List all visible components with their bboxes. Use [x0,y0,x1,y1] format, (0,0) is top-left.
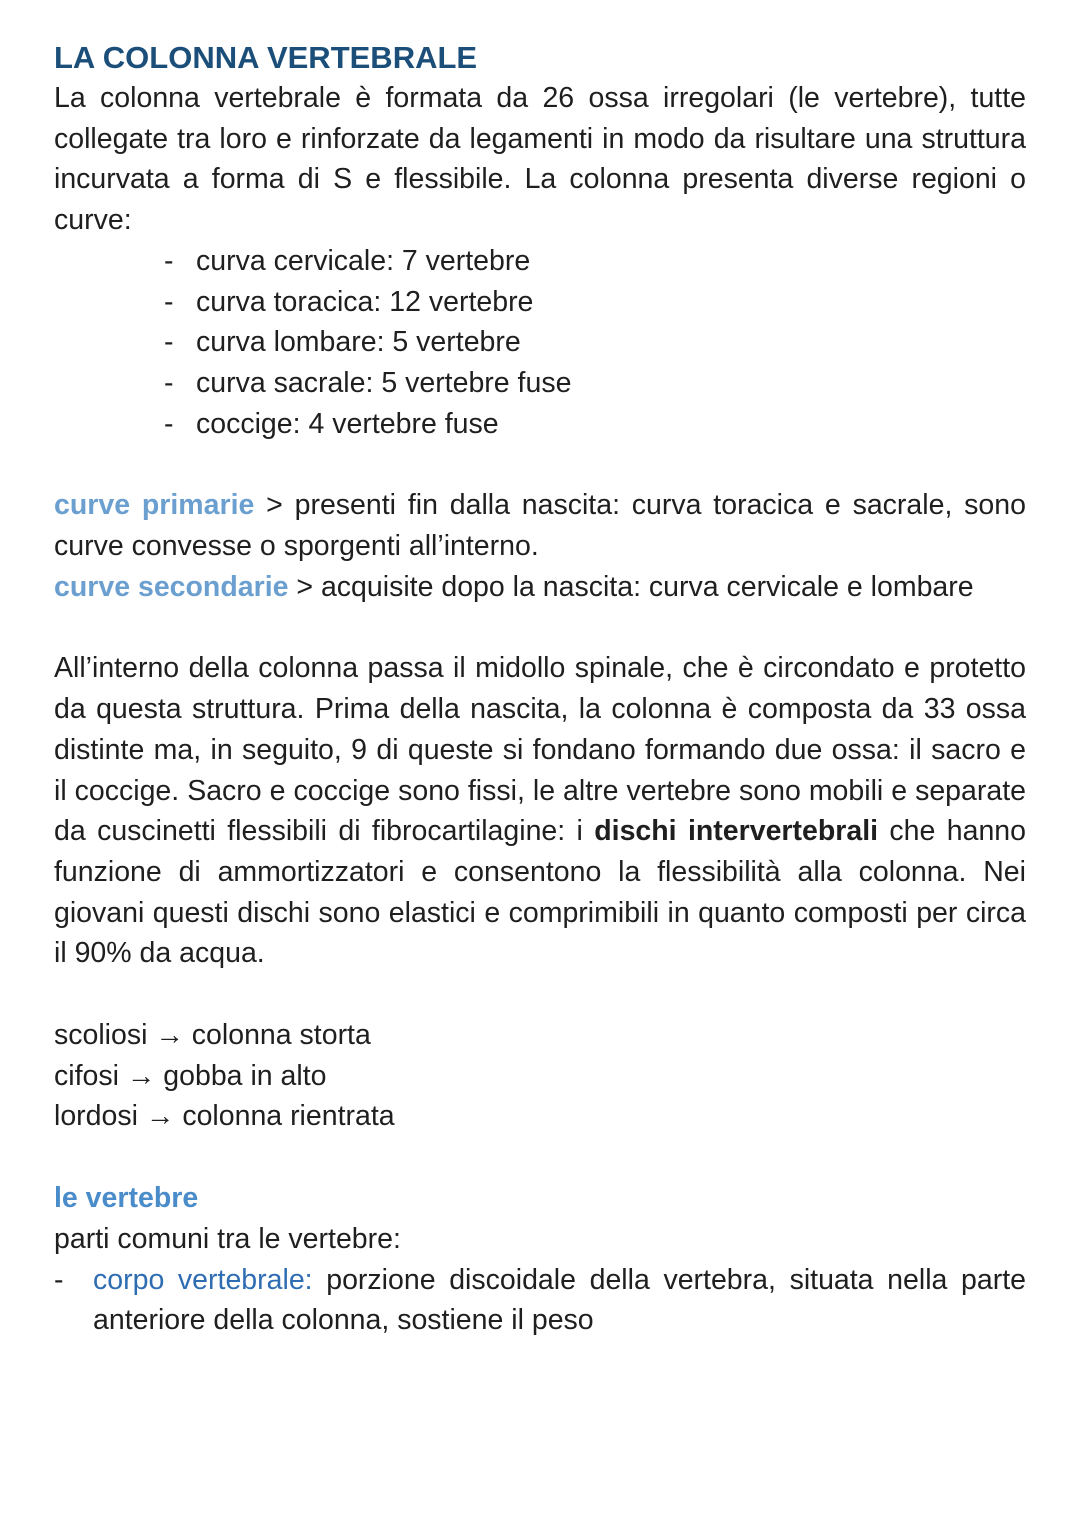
spinal-cord-text-after: che hanno funzione di ammortizzatori e consentono la flessibilità alla colonna. Nei giovani questi dischi sono elastici e comprimibili in quanto composti per circa il 90% da acqua. [54,815,1026,970]
condition-row [54,1096,1026,1137]
list-item [164,363,1026,404]
list-item [164,241,1026,282]
condition-row [54,1056,1026,1097]
condition-meaning: colonna rientrata [182,1100,395,1133]
spacer [54,444,1026,485]
arrow-icon: → [126,1059,156,1092]
list-item [164,282,1026,323]
list-item [164,404,1026,445]
condition-term: lordosi [54,1100,138,1133]
secondary-curves-term: curve secondarie [54,570,289,603]
secondary-curves-text: > acquisite dopo la nascita: curva cervicale e lombare [288,570,974,603]
condition-row [54,1015,1026,1056]
page-title: LA COLONNA VERTEBRALE [54,40,478,75]
dash-bullet: - [164,244,174,277]
primary-curves-term: curve primarie [54,489,255,522]
dash-bullet: - [164,407,174,440]
dash-bullet: - [164,285,174,318]
primary-curves-paragraph [54,485,1026,566]
vertebre-intro: parti comuni tra le vertebre: [54,1222,401,1255]
primary-curves-text: > presenti fin dalla nascita: curva toracica e sacrale, sono curve convesse o sporgenti all’interno. [54,489,1026,563]
spacer [54,974,1026,1015]
vertebre-item-term: corpo vertebrale: [93,1263,313,1296]
conditions-list [54,1015,1026,1137]
dash-bullet: - [164,326,174,359]
spinal-cord-paragraph [54,648,1026,974]
condition-meaning: colonna storta [191,1019,371,1052]
vertebre-item [54,1260,1026,1341]
list-item-text: curva lombare: 5 vertebre [196,326,521,359]
intervertebral-discs-term: dischi intervertebrali [594,815,879,848]
vertebre-item-text: porzione discoidale della vertebra, situata nella parte anteriore della colonna, sostiene il peso [93,1263,1026,1337]
list-item-text: curva sacrale: 5 vertebre fuse [196,366,572,399]
list-item-text: curva toracica: 12 vertebre [196,285,534,318]
vertebre-heading: le vertebre [54,1182,199,1215]
list-item [164,322,1026,363]
dash-bullet: - [164,366,174,399]
secondary-curves-paragraph [54,567,1026,608]
list-item-text: coccige: 4 vertebre fuse [196,407,499,440]
list-item-text: curva cervicale: 7 vertebre [196,244,531,277]
condition-term: scoliosi [54,1019,148,1052]
arrow-icon: → [155,1019,184,1052]
spinal-cord-text-before: All’interno della colonna passa il midollo spinale, che è circondato e protetto da questa struttura. Prima della nascita, la colonna è composta da 33 ossa distinte ma, in seguito, 9 di queste si fondano formando due ossa: il sacro e il coccige. Sacro e coccige sono fissi, le altre vertebre sono mobili e separate da cuscinetti flessibili di fibrocartilagine: i [54,652,1026,848]
condition-meaning: gobba in alto [163,1059,327,1092]
spacer [54,607,1026,648]
intro-paragraph: La colonna vertebrale è formata da 26 ossa irregolari (le vertebre), tutte collegate tra loro e rinforzate da legamenti in modo da risultare una struttura incurvata a forma di S e flessibile. La colonna presenta diverse regioni o curve: [54,82,1026,237]
curves-list [54,241,1026,445]
dash-bullet: - [54,1263,64,1296]
condition-term: cifosi [54,1059,119,1092]
arrow-icon: → [145,1100,175,1133]
spacer [54,1137,1026,1178]
